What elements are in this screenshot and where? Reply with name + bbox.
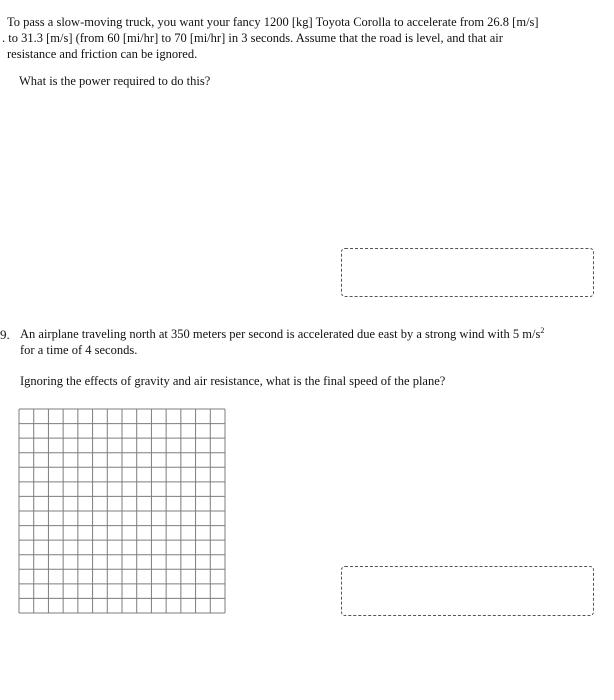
problem8-answer-box[interactable] bbox=[341, 248, 594, 297]
problem9-superscript: 2 bbox=[540, 326, 545, 335]
problem8-line1 bbox=[7, 15, 584, 30]
problem8-question: What is the power required to do this? bbox=[19, 74, 211, 88]
problem9-answer-box[interactable] bbox=[341, 566, 594, 616]
problem9-question: Ignoring the effects of gravity and air resistance, what is the final speed of the plane? bbox=[20, 374, 446, 388]
problem9-line1-text: An airplane traveling north at 350 meters per second is accelerated due east by a strong wind with 5 m/s bbox=[20, 327, 541, 341]
problem8-line3: resistance and friction can be ignored. bbox=[7, 47, 198, 61]
grid-svg bbox=[18, 408, 226, 614]
problem9-line1 bbox=[20, 327, 544, 342]
problem8-line1-text: To pass a slow-moving truck, you want your fancy 1200 [kg] Toyota Corolla to accelerate from 26.8 [m/s] bbox=[7, 15, 539, 29]
graph-paper-grid[interactable] bbox=[18, 408, 226, 614]
problem9-line2: for a time of 4 seconds. bbox=[20, 343, 138, 357]
problem8-bullet: . bbox=[2, 31, 6, 45]
problem8-line2 bbox=[2, 31, 586, 46]
problem8-line2-text: to 31.3 [m/s] (from 60 [mi/hr] to 70 [mi/hr] in 3 seconds. Assume that the road is level, and that air bbox=[8, 31, 503, 45]
problem9-number: 9. bbox=[0, 327, 10, 342]
